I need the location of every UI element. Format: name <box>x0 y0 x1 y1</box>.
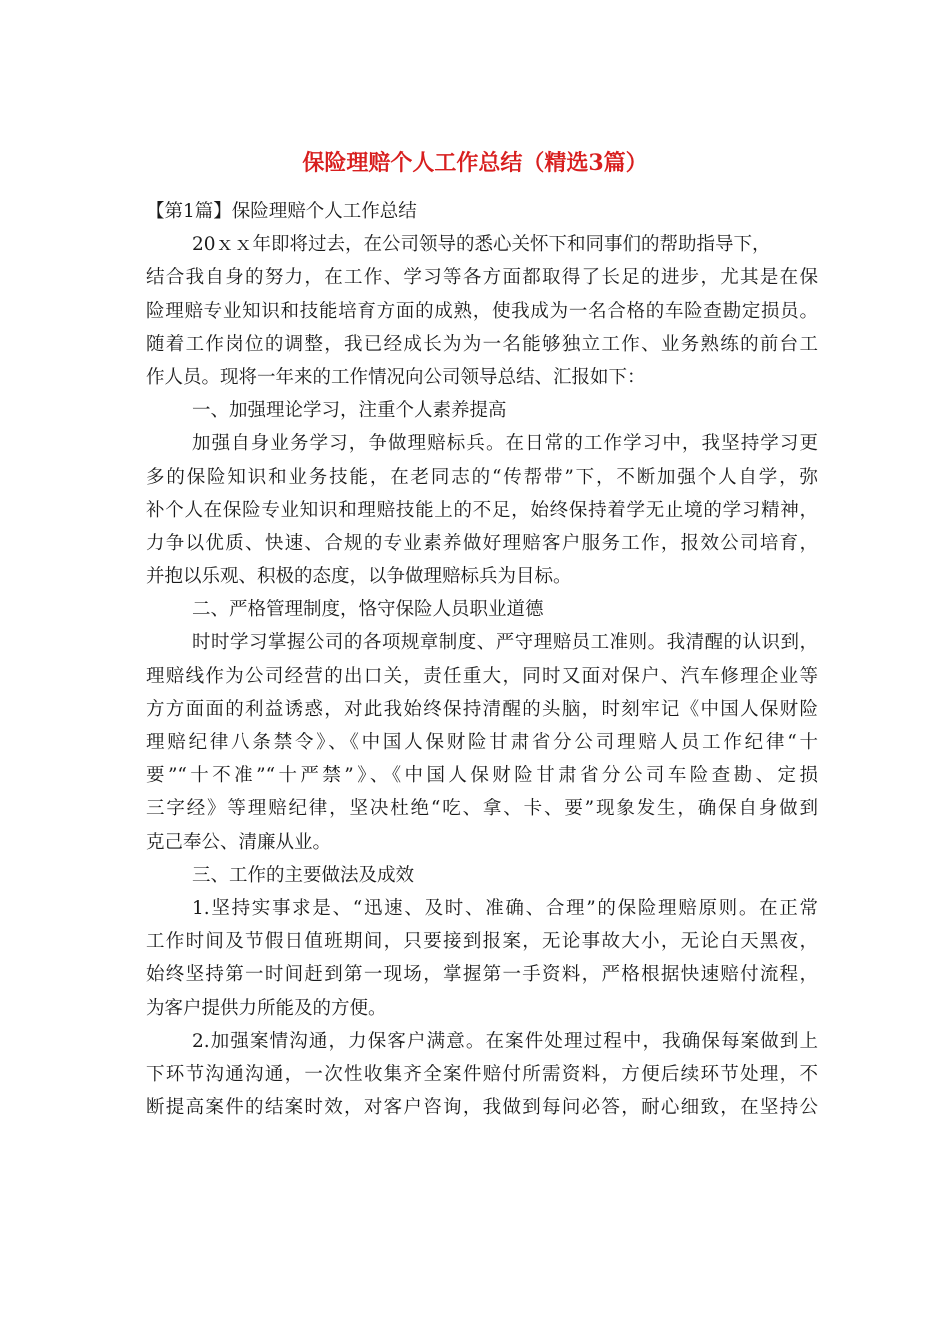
text-line: 下环节沟通沟通，一次性收集齐全案件赔付所需资料，方便后续环节处理，不 <box>146 1063 818 1085</box>
text-line: 20ｘｘ年即将过去，在公司领导的悉心关怀下和同事们的帮助指导下， <box>192 234 771 256</box>
text-line: 二、严格管理制度，恪守保险人员职业道德 <box>192 599 544 621</box>
text-line: 理赔线作为公司经营的出口关，责任重大，同时又面对保户、汽车修理企业等 <box>146 665 818 687</box>
text-line: 理赔纪律八条禁令》、《中国人保财险甘肃省分公司理赔人员工作纪律“十 <box>146 732 818 753</box>
text-line: 险理赔专业知识和技能培育方面的成熟，使我成为一名合格的车险查勘定损员。 <box>146 300 818 322</box>
text-line: 多的保险知识和业务技能，在老同志的“传帮带”下，不断加强个人自学，弥 <box>146 466 818 488</box>
text-line: 力争以优质、快速、合规的专业素养做好理赔客户服务工作，报效公司培育， <box>146 532 818 554</box>
document-body <box>146 195 818 1124</box>
text-line: 作人员。现将一年来的工作情况向公司领导总结、汇报如下： <box>146 366 646 388</box>
text-line: 三字经》等理赔纪律，坚决杜绝“吃、拿、卡、要”现象发生，确保自身做到 <box>146 798 818 820</box>
text-line: 并抱以乐观、积极的态度，以争做理赔标兵为目标。 <box>146 566 572 588</box>
text-line: 补个人在保险专业知识和理赔技能上的不足，始终保持着学无止境的学习精神， <box>146 499 818 521</box>
text-line: 工作时间及节假日值班期间，只要接到报案，无论事故大小，无论白天黑夜， <box>146 931 818 953</box>
text-line: 1.坚持实事求是、“迅速、及时、准确、合理”的保险理赔原则。在正常 <box>192 897 818 919</box>
text-line: 要”“十不准”“十严禁”》、《中国人保财险甘肃省分公司车险查勘、定损 <box>146 765 818 787</box>
text-line: 始终坚持第一时间赶到第一现场，掌握第一手资料，严格根据快速赔付流程， <box>146 964 818 986</box>
text-line: 2.加强案情沟通，力保客户满意。在案件处理过程中，我确保每案做到上 <box>192 1030 818 1052</box>
text-line: 断提高案件的结案时效，对客户咨询，我做到每问必答，耐心细致，在坚持公 <box>146 1097 818 1119</box>
text-line: 三、工作的主要做法及成效 <box>192 864 415 886</box>
text-line: 结合我自身的努力，在工作、学习等各方面都取得了长足的进步，尤其是在保 <box>146 267 818 289</box>
text-line: 【第1篇】保险理赔个人工作总结 <box>146 201 417 222</box>
text-line: 加强自身业务学习，争做理赔标兵。在日常的工作学习中，我坚持学习更 <box>192 433 818 455</box>
text-line: 一、加强理论学习，注重个人素养提高 <box>192 400 507 422</box>
document-title: 保险理赔个人工作总结（精选3篇） <box>302 150 648 176</box>
text-line: 时时学习掌握公司的各项规章制度、严守理赔员工准则。我清醒的认识到， <box>192 632 818 654</box>
text-line: 随着工作岗位的调整，我已经成长为为一名能够独立工作、业务熟练的前台工 <box>146 333 818 355</box>
text-line: 方方面面的利益诱惑，对此我始终保持清醒的头脑，时刻牢记《中国人保财险 <box>146 698 818 720</box>
text-line: 克己奉公、清廉从业。 <box>146 831 332 853</box>
text-line: 为客户提供力所能及的方便。 <box>146 997 387 1019</box>
